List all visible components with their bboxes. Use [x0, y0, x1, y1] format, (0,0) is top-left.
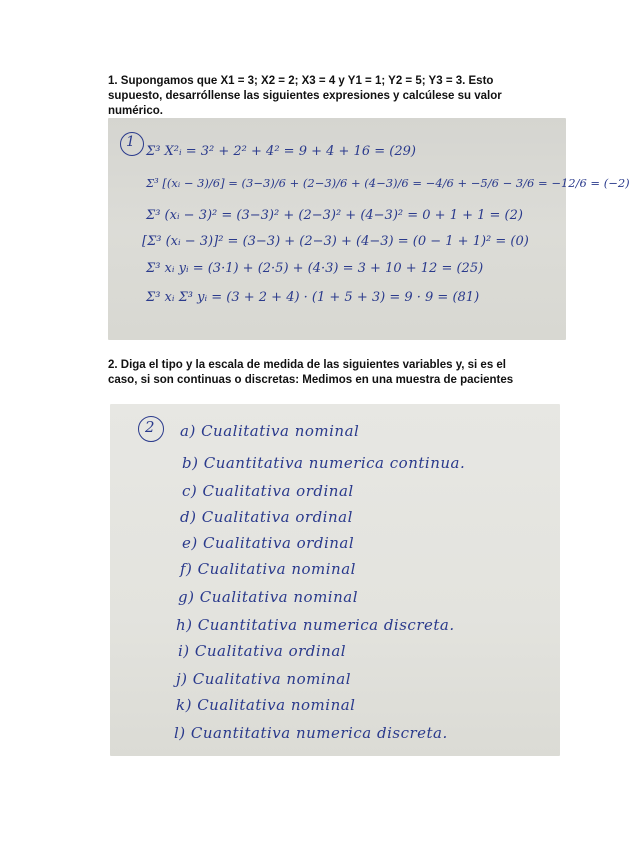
question-2-text: 2. Diga el tipo y la escala de medida de las siguientes variables y, si es el caso, si son continuas o discretas: Medimos en una muestra de pacientes — [108, 359, 514, 386]
answer-1-line-5: Σ³ xᵢ yᵢ = (3·1) + (2·5) + (4·3) = 3 + 10 + 12 = (25) — [146, 261, 484, 276]
answer-1-line-2: Σ³ [(xᵢ − 3)/6] = (3−3)/6 + (2−3)/6 + (4−3)/6 = −4/6 + −5/6 − 3/6 = −12/6 = (−2) — [146, 176, 630, 190]
answer-1-line-4: [Σ³ (xᵢ − 3)]² = (3−3) + (2−3) + (4−3) = (0 − 1 + 1)² = (0) — [142, 234, 529, 249]
answer-1-line-3: Σ³ (xᵢ − 3)² = (3−3)² + (2−3)² + (4−3)² = 0 + 1 + 1 = (2) — [146, 208, 523, 223]
answer-2-line-i: i) Cualitativa ordinal — [178, 642, 347, 660]
answer-2-line-a: a) Cualitativa nominal — [180, 422, 360, 440]
answer-2-line-e: e) Cualitativa ordinal — [182, 534, 355, 552]
answer-2-line-f: f) Cualitativa nominal — [180, 560, 356, 578]
answer-2-line-k: k) Cualitativa nominal — [176, 696, 356, 714]
answer-1-number: 1 — [126, 134, 135, 150]
answer-1-line-1: Σ³ X²ᵢ = 3² + 2² + 4² = 9 + 4 + 16 = (29) — [146, 144, 416, 159]
answer-2-line-b: b) Cuantitativa numerica continua. — [182, 454, 466, 472]
answer-2-line-d: d) Cualitativa ordinal — [180, 508, 353, 526]
answer-2-photo — [110, 404, 560, 756]
answer-2-line-g: g) Cualitativa nominal — [178, 588, 358, 606]
answer-2-line-j: j) Cualitativa nominal — [176, 670, 352, 688]
answer-1-photo — [108, 118, 630, 340]
answer-1-line-6: Σ³ xᵢ Σ³ yᵢ = (3 + 2 + 4) · (1 + 5 + 3) = 9 · 9 = (81) — [146, 290, 480, 305]
answer-2-number: 2 — [145, 418, 155, 436]
answer-2-line-c: c) Cualitativa ordinal — [182, 482, 354, 500]
answer-2-line-h: h) Cuantitativa numerica discreta. — [176, 616, 455, 634]
answer-2-line-l: l) Cuantitativa numerica discreta. — [174, 724, 448, 742]
question-1-text: 1. Supongamos que X1 = 3; X2 = 2; X3 = 4 y Y1 = 1; Y2 = 5; Y3 = 3. Esto supuesto, desarróllense las siguientes expresiones y calcúlese su valor numérico. — [108, 75, 502, 117]
